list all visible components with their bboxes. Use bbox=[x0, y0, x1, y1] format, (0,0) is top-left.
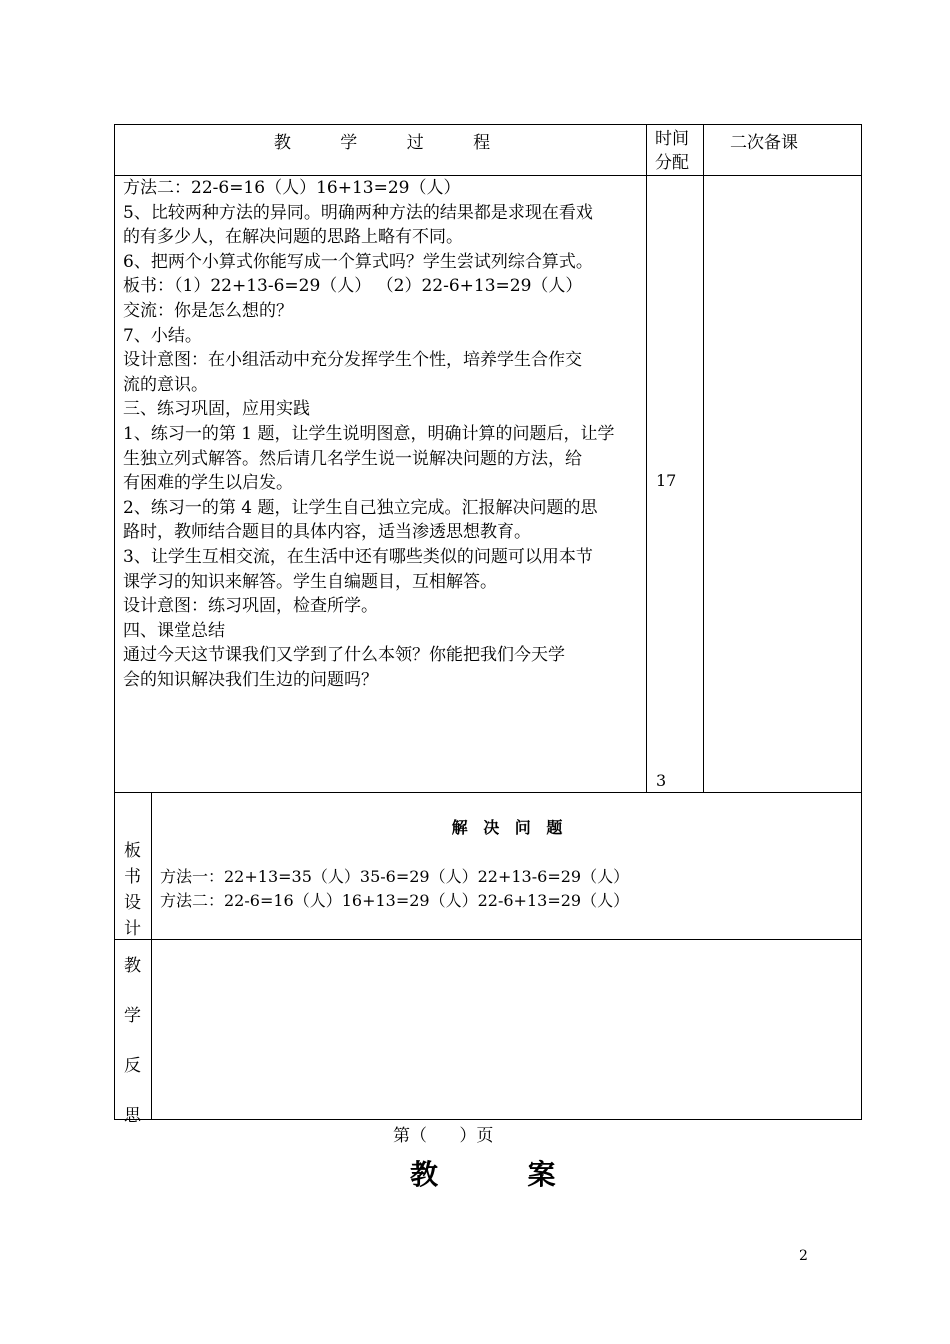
body-line: 设计意图：在小组活动中充分发挥学生个性，培养学生合作交 bbox=[123, 350, 582, 371]
body-line: 2、练习一的第 4 题，让学生自己独立完成。汇报解决问题的思 bbox=[123, 497, 598, 518]
board-title-char: 题 bbox=[546, 818, 563, 837]
body-line: 课学习的知识来解答。学生自编题目，互相解答。 bbox=[123, 571, 497, 592]
time-column-right bbox=[703, 124, 704, 792]
teaching-reflection-label bbox=[124, 941, 141, 1141]
teaching-process-content bbox=[123, 176, 641, 692]
reflection-label-char: 思 bbox=[124, 1106, 141, 1126]
process-header-char: 程 bbox=[473, 133, 491, 153]
body-line: 交流：你是怎么想的？ bbox=[123, 300, 293, 321]
process-header bbox=[118, 128, 646, 153]
body-line: 板书：（1）22+13-6=29（人） （2）22-6+13=29（人） bbox=[123, 276, 583, 297]
document-title bbox=[410, 1153, 556, 1193]
second-preparation-header: 二次备课 bbox=[730, 133, 798, 153]
process-header-char: 过 bbox=[406, 133, 424, 153]
table-border-left bbox=[114, 124, 115, 1120]
process-divider bbox=[114, 792, 862, 793]
body-line: 7、小结。 bbox=[123, 325, 202, 346]
body-line: 5、比较两种方法的异同。明确两种方法的结果都是求现在看戏 bbox=[123, 202, 593, 223]
process-header-char: 教 bbox=[273, 133, 291, 153]
board-label-char: 计 bbox=[124, 919, 141, 939]
time-header-line1: 时间 bbox=[655, 129, 689, 149]
body-line: 三、练习巩固，应用实践 bbox=[123, 399, 310, 420]
board-title-char: 决 bbox=[483, 818, 500, 837]
body-line: 设计意图：练习巩固，检查所学。 bbox=[123, 596, 378, 617]
body-line: 6、把两个小算式你能写成一个算式吗？学生尝试列综合算式。 bbox=[123, 251, 593, 272]
reflection-label-char: 学 bbox=[124, 1006, 141, 1026]
reflection-label-char: 教 bbox=[124, 956, 141, 976]
page-number: 2 bbox=[799, 1248, 808, 1264]
body-line: 3、让学生互相交流，在生活中还有哪些类似的问题可以用本节 bbox=[123, 546, 593, 567]
board-label-char: 板 bbox=[124, 841, 141, 861]
body-line: 路时，教师结合题目的具体内容，适当渗透思想教育。 bbox=[123, 522, 531, 543]
time-header-line2: 分配 bbox=[655, 153, 689, 173]
body-line: 生独立列式解答。然后请几名学生说一说解决问题的方法，给 bbox=[123, 448, 582, 469]
board-label-char: 书 bbox=[124, 867, 141, 887]
board-title-char: 问 bbox=[514, 818, 531, 837]
reflection-label-char: 反 bbox=[124, 1056, 141, 1076]
body-line: 四、课堂总结 bbox=[123, 620, 225, 641]
document-title-char: 案 bbox=[527, 1158, 556, 1191]
board-label-char: 设 bbox=[124, 893, 141, 913]
body-line: 的有多少人，在解决问题的思路上略有不同。 bbox=[123, 227, 463, 248]
board-title bbox=[152, 815, 862, 838]
document-title-char: 教 bbox=[410, 1158, 439, 1191]
time-value-summary: 3 bbox=[656, 771, 667, 790]
board-method-two: 方法二：22-6=16（人）16+13=29（人）22-6+13=29（人） bbox=[160, 891, 630, 910]
reflection-content-area bbox=[152, 940, 861, 1119]
body-line: 1、练习一的第 1 题，让学生说明图意，明确计算的问题后，让学 bbox=[123, 423, 615, 444]
table-border-bottom bbox=[114, 1119, 862, 1120]
time-allocation-header bbox=[655, 127, 689, 175]
time-value-practice: 17 bbox=[656, 471, 677, 490]
table-border-right bbox=[861, 124, 862, 1120]
body-line: 有困难的学生以启发。 bbox=[123, 473, 293, 494]
board-design-label bbox=[124, 838, 141, 942]
body-line: 会的知识解决我们生边的问题吗？ bbox=[123, 669, 378, 690]
time-column-left bbox=[646, 124, 647, 792]
process-header-char: 学 bbox=[340, 133, 358, 153]
body-line: 方法二：22-6=16（人）16+13=29（人） bbox=[123, 178, 461, 198]
table-border-top bbox=[114, 124, 862, 125]
body-line: 通过今天这节课我们又学到了什么本领？你能把我们今天学 bbox=[123, 645, 565, 666]
board-title-char: 解 bbox=[451, 818, 468, 837]
page-indicator: 第（ ）页 bbox=[393, 1126, 494, 1146]
board-method-one: 方法一：22+13=35（人）35-6=29（人）22+13-6=29（人） bbox=[160, 867, 630, 886]
body-line: 流的意识。 bbox=[123, 374, 208, 395]
